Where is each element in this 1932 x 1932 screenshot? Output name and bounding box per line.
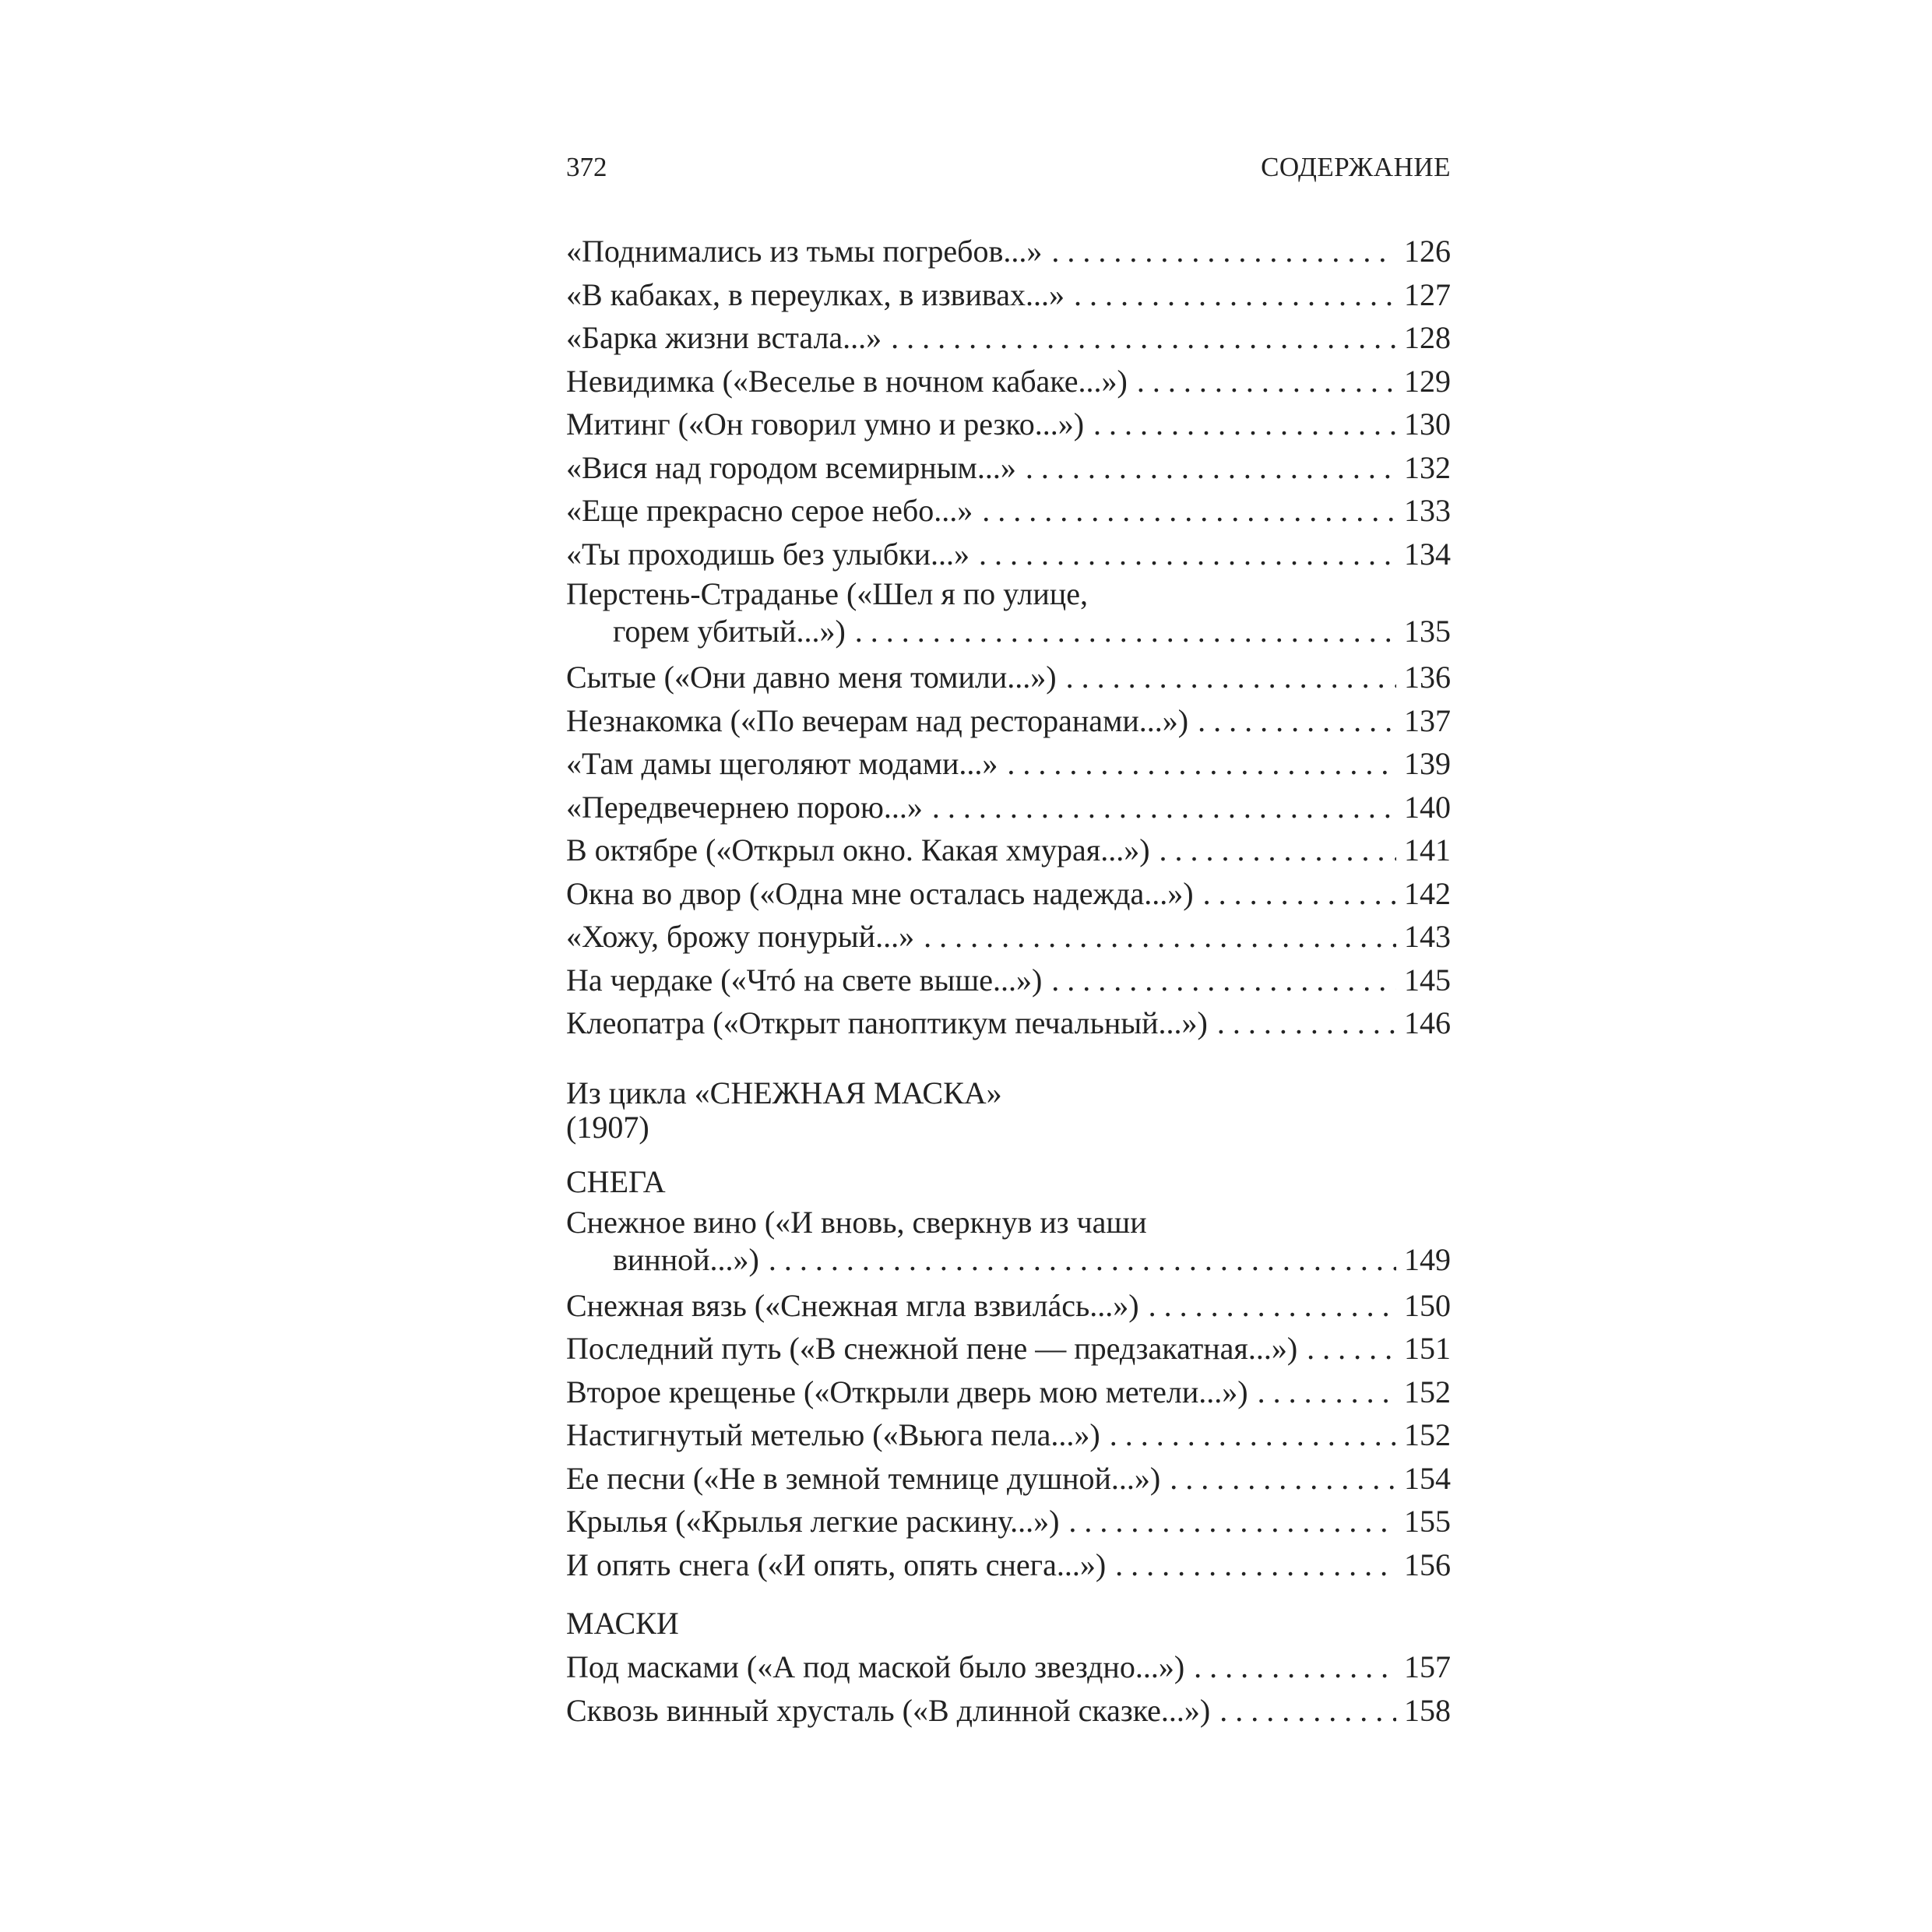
entry-title-line2: горем убитый...»)	[613, 614, 846, 649]
toc-entry	[566, 829, 1451, 872]
entry-title: «Передвечернею порою...»	[566, 789, 923, 825]
dot-leader	[1074, 273, 1396, 317]
entry-page: 135	[1404, 614, 1451, 649]
toc-entry-continuation	[566, 613, 1451, 650]
dot-leader	[1007, 742, 1396, 786]
dot-leader	[1198, 699, 1396, 743]
toc-entry	[566, 656, 1451, 699]
entry-title-line2: винной...»)	[613, 1241, 759, 1277]
toc-entry-continuation	[566, 1241, 1451, 1279]
entry-title: «Хожу, брожу понурый...»	[566, 919, 915, 954]
toc-entry	[566, 360, 1451, 403]
toc-entry	[566, 446, 1451, 490]
toc-entry	[566, 699, 1451, 743]
dot-leader	[1066, 656, 1396, 699]
entry-page: 143	[1404, 919, 1451, 954]
toc-entry	[566, 872, 1451, 916]
entry-page: 157	[1404, 1649, 1451, 1684]
dot-leader	[855, 613, 1396, 650]
entry-page: 126	[1404, 234, 1451, 269]
entry-page: 151	[1404, 1331, 1451, 1366]
toc-entry-multiline	[566, 575, 1451, 650]
entry-title-line1: Перстень-Страданье («Шел я по улице,	[566, 576, 1088, 611]
toc-entry	[566, 742, 1451, 786]
dot-leader	[1194, 1645, 1396, 1689]
entry-title: «Поднимались из тьмы погребов...»	[566, 234, 1043, 269]
entry-title: «В кабаках, в переулках, в извивах...»	[566, 276, 1065, 312]
entry-title: Под масками («А под маской было звездно...»)	[566, 1649, 1185, 1684]
toc-entry	[566, 230, 1451, 273]
toc-entry	[566, 1413, 1451, 1457]
toc-entry	[566, 489, 1451, 533]
toc-entry	[566, 1645, 1451, 1689]
entry-page: 145	[1404, 962, 1451, 998]
dot-leader	[1217, 1001, 1396, 1045]
entry-title: Окна во двор («Одна мне осталась надежда...»)	[566, 875, 1194, 911]
dot-leader	[982, 489, 1396, 533]
dot-leader	[1160, 829, 1396, 872]
entry-title: «Барка жизни встала...»	[566, 320, 882, 355]
entry-title: Митинг («Он говорил умно и резко...»)	[566, 406, 1085, 442]
entry-page: 136	[1404, 660, 1451, 695]
toc-page	[566, 144, 1451, 1728]
entry-title: Незнакомка («По вечерам над ресторанами...»)	[566, 702, 1189, 738]
entry-title: На чердаке («Чтó на свете выше...»)	[566, 962, 1043, 998]
entry-title: Крылья («Крылья легкие раскину...»)	[566, 1504, 1060, 1539]
entry-page: 130	[1404, 406, 1451, 442]
toc-entry	[566, 959, 1451, 1002]
dot-leader	[1258, 1371, 1396, 1414]
dot-leader	[1051, 230, 1396, 273]
entry-title: «Ты проходишь без улыбки...»	[566, 536, 970, 572]
entry-title: «Там дамы щеголяют модами...»	[566, 746, 998, 781]
toc-entry	[566, 1457, 1451, 1501]
entry-title: Последний путь («В снежной пене — предзакатная...»)	[566, 1331, 1298, 1366]
entry-title: Настигнутый метелью («Вьюга пела...»)	[566, 1417, 1100, 1452]
entry-title-line1: Снежное вино («И вновь, сверкнув из чаши	[566, 1204, 1147, 1240]
dot-leader	[1203, 872, 1396, 916]
entry-page: 155	[1404, 1504, 1451, 1539]
entry-title: В октябре («Открыл окно. Какая хмурая...»)	[566, 832, 1150, 867]
entry-page: 132	[1404, 449, 1451, 485]
dot-leader	[1137, 360, 1396, 403]
toc-entry	[566, 273, 1451, 317]
entry-page: 127	[1404, 276, 1451, 312]
toc-entry-multiline	[566, 1204, 1451, 1279]
toc-entry	[566, 1500, 1451, 1543]
toc-entry	[566, 1327, 1451, 1371]
entry-title: Невидимка («Веселье в ночном кабаке...»)	[566, 363, 1128, 399]
dot-leader	[924, 915, 1396, 959]
dot-leader	[932, 786, 1396, 829]
toc-entry	[566, 915, 1451, 959]
entry-page: 141	[1404, 832, 1451, 867]
dot-leader	[979, 533, 1396, 576]
entry-page: 152	[1404, 1374, 1451, 1409]
toc-entry	[566, 1001, 1451, 1045]
entry-page: 133	[1404, 493, 1451, 528]
toc-entry	[566, 1689, 1451, 1733]
entry-page: 140	[1404, 789, 1451, 825]
dot-leader	[1219, 1689, 1396, 1733]
entry-page: 139	[1404, 746, 1451, 781]
entry-page: 152	[1404, 1417, 1451, 1452]
dot-leader	[769, 1241, 1396, 1279]
dot-leader	[891, 316, 1396, 360]
cycle-year: (1907)	[566, 1109, 649, 1145]
toc-entry	[566, 1371, 1451, 1414]
entry-title: Ее песни («Не в земной темнице душной...»)	[566, 1460, 1161, 1496]
toc-entry	[566, 316, 1451, 360]
entry-page: 137	[1404, 702, 1451, 738]
entry-page: 158	[1404, 1692, 1451, 1728]
entry-title: И опять снега («И опять, опять снега...»)	[566, 1547, 1107, 1582]
toc-entry	[566, 1284, 1451, 1328]
section-heading-snega: СНЕГА	[566, 1163, 666, 1199]
toc-entry	[566, 1543, 1451, 1587]
dot-leader	[1026, 446, 1396, 490]
running-head	[566, 144, 1451, 191]
section-title: СОДЕРЖАНИЕ	[1261, 152, 1451, 182]
cycle-heading: Из цикла «СНЕЖНАЯ МАСКА»	[566, 1075, 1002, 1110]
entry-page: 149	[1404, 1241, 1451, 1277]
dot-leader	[1068, 1500, 1396, 1543]
entry-page: 134	[1404, 536, 1451, 572]
entry-page: 150	[1404, 1287, 1451, 1323]
entry-page: 146	[1404, 1005, 1451, 1040]
toc-entry	[566, 533, 1451, 576]
entry-page: 154	[1404, 1460, 1451, 1496]
entry-title: «Еще прекрасно серое небо...»	[566, 493, 973, 528]
dot-leader	[1110, 1413, 1396, 1457]
dot-leader	[1307, 1327, 1396, 1371]
page-number: 372	[566, 152, 607, 182]
dot-leader	[1149, 1284, 1396, 1328]
entry-page: 142	[1404, 875, 1451, 911]
entry-page: 128	[1404, 320, 1451, 355]
toc-entry	[566, 403, 1451, 446]
dot-leader	[1051, 959, 1396, 1002]
entry-title: Клеопатра («Открыт паноптикум печальный...»)	[566, 1005, 1208, 1040]
dot-leader	[1115, 1543, 1396, 1587]
entry-title: «Вися над городом всемирным...»	[566, 449, 1016, 485]
section-heading-maski: МАСКИ	[566, 1606, 679, 1641]
table-of-contents	[566, 230, 1451, 1732]
dot-leader	[1170, 1457, 1396, 1501]
entry-title: Сквозь винный хрусталь («В длинной сказке...»)	[566, 1692, 1211, 1728]
dot-leader	[1093, 403, 1396, 446]
entry-page: 129	[1404, 363, 1451, 399]
entry-page: 156	[1404, 1547, 1451, 1582]
entry-title: Сытые («Они давно меня томили...»)	[566, 660, 1057, 695]
entry-title: Снежная вязь («Снежная мгла взвилáсь...»)	[566, 1287, 1139, 1323]
toc-entry	[566, 786, 1451, 829]
entry-title: Второе крещенье («Открыли дверь мою метели...»)	[566, 1374, 1248, 1409]
